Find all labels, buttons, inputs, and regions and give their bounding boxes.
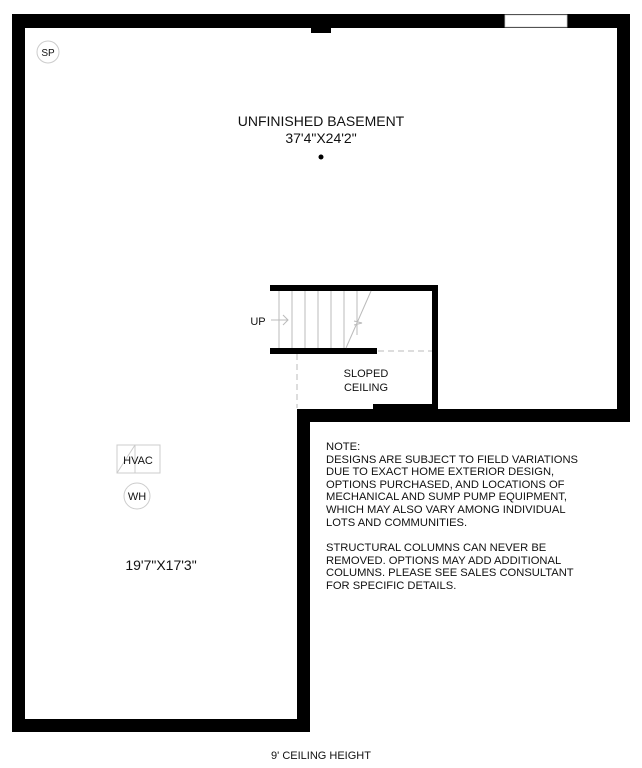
stair-right-wall — [432, 285, 438, 410]
inner-vertical-wall — [297, 409, 310, 732]
hvac-unit — [117, 445, 160, 473]
note-paragraph-1: DESIGNS ARE SUBJECT TO FIELD VARIATIONS DUE TO EXACT HOME EXTERIOR DESIGN, OPTIONS PURCHASED, AND LOCATIONS OF MECHANICAL AND SUMP PUMP EQUIPMENT, WHICH MAY ALSO VARY AMONG INDIVIDUAL LOTS AND COMMUNITIES. — [326, 453, 578, 529]
svg-text:HVAC: HVAC — [123, 455, 153, 467]
water-heater — [124, 483, 150, 509]
stairs-up-label: UP — [250, 316, 266, 328]
disclaimer-note — [326, 441, 616, 606]
svg-text:SP: SP — [41, 48, 55, 59]
stair-bottom-wall — [270, 348, 377, 354]
sump-pump — [37, 41, 59, 63]
right-bottom-wall — [298, 409, 630, 422]
svg-text:WH: WH — [127, 491, 147, 503]
stair-landing-wall — [373, 404, 435, 410]
room-name: UNFINISHED BASEMENT — [237, 113, 405, 129]
window — [505, 15, 567, 27]
stair-top-wall — [270, 285, 438, 291]
stairs — [271, 291, 371, 348]
right-wall — [617, 14, 630, 422]
wall-notch — [311, 27, 331, 33]
bottom-wall — [12, 719, 310, 732]
note-paragraph-2: STRUCTURAL COLUMNS CAN NEVER BE REMOVED. OPTIONS MAY ADD ADDITIONAL COLUMNS. PLEASE SEE SALES CONSULTANT FOR SPECIFIC DETAILS. — [326, 542, 574, 592]
room-dimensions: 37'4"X24'2" — [285, 130, 357, 146]
sloped-ceiling-line1: SLOPED — [343, 368, 389, 380]
center-dot — [319, 155, 324, 160]
lower-room-dimensions: 19'7"X17'3" — [125, 557, 197, 573]
ceiling-height: 9' CEILING HEIGHT — [271, 750, 371, 762]
note-title: NOTE: — [326, 441, 361, 453]
sloped-ceiling-line2: CEILING — [343, 382, 389, 394]
left-wall — [12, 14, 25, 732]
